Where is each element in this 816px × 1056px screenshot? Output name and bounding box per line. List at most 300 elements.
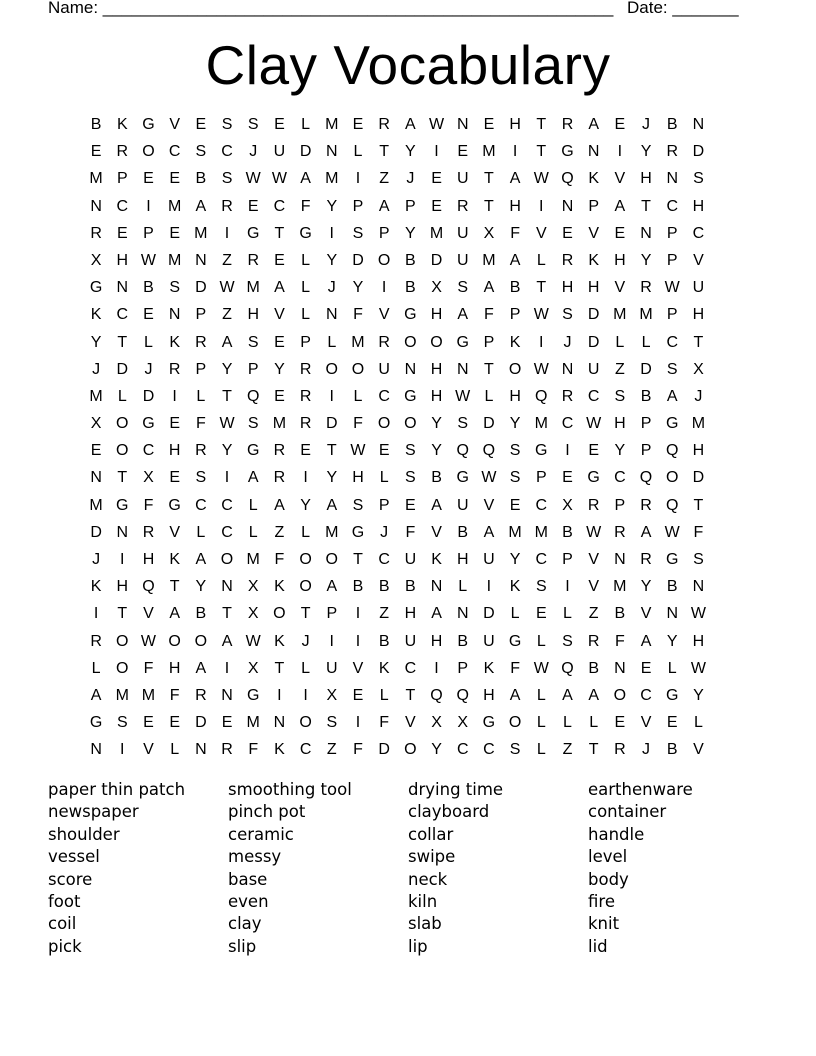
grid-letter: C [221, 523, 233, 541]
grid-letter: H [430, 632, 443, 650]
grid-letter: K [588, 251, 599, 269]
grid-letter: W [533, 360, 549, 378]
grid-letter: W [664, 523, 680, 541]
grid-letter: S [614, 387, 626, 405]
grid-letter: J [92, 551, 101, 568]
grid-letter: V [405, 714, 416, 732]
grid-letter: C [535, 551, 548, 568]
grid-letter: M [246, 714, 260, 732]
grid-letter: N [614, 551, 626, 568]
grid-letter: R [378, 116, 390, 133]
grid-letter: M [613, 306, 627, 324]
grid-letter: N [640, 224, 652, 242]
word-list-item: coil [48, 914, 77, 934]
grid-letter: U [456, 170, 469, 188]
grid-letter: Z [274, 523, 285, 541]
grid-letter: M [194, 224, 208, 242]
grid-letter: H [692, 632, 705, 650]
grid-letter: I [224, 469, 230, 487]
grid-letter: A [326, 578, 338, 596]
grid-letter: W [586, 523, 602, 541]
grid-letter: I [224, 659, 230, 677]
word-list-item: clayboard [408, 802, 490, 822]
grid-letter: C [195, 496, 207, 514]
grid-letter: N [116, 523, 129, 541]
grid-letter: E [614, 116, 626, 133]
grid-letter: N [326, 143, 338, 161]
grid-letter: Z [222, 306, 232, 324]
grid-letter: S [405, 469, 416, 487]
grid-letter: H [352, 469, 364, 487]
grid-letter: E [143, 714, 154, 732]
word-list-item: paper thin patch [48, 780, 186, 799]
grid-letter: S [562, 306, 573, 324]
grid-letter: S [509, 442, 521, 460]
grid-letter: J [694, 387, 703, 405]
grid-letter: T [484, 170, 494, 188]
grid-letter: I [146, 197, 151, 215]
grid-letter: M [246, 551, 260, 568]
grid-letter: W [350, 442, 366, 460]
grid-letter: E [274, 333, 285, 351]
grid-letter: O [325, 551, 338, 568]
grid-letter: Z [222, 251, 232, 269]
grid-letter: L [248, 523, 258, 541]
grid-letter: S [169, 279, 180, 297]
grid-letter: L [563, 605, 572, 623]
grid-letter: G [665, 686, 679, 704]
grid-letter: W [690, 605, 706, 623]
grid-letter: M [325, 116, 339, 133]
grid-letter: I [565, 578, 570, 596]
grid-row [83, 546, 733, 573]
grid-letter: V [614, 279, 626, 297]
grid-letter: B [195, 170, 207, 188]
grid-letter: B [588, 659, 599, 677]
grid-letter: C [666, 333, 678, 351]
grid-letter: I [355, 632, 361, 650]
grid-letter: G [168, 496, 181, 514]
grid-letter: Z [379, 605, 390, 623]
grid-letter: L [615, 333, 625, 351]
grid-letter: U [378, 360, 390, 378]
grid-letter: H [168, 442, 181, 460]
grid-row [83, 709, 733, 736]
grid-letter: D [483, 605, 495, 623]
grid-letter: V [143, 605, 154, 623]
grid-letter: O [404, 415, 417, 433]
grid-letter: R [116, 143, 129, 161]
grid-letter: S [221, 116, 233, 133]
grid-letter: Y [431, 741, 442, 759]
grid-letter: Z [588, 605, 599, 623]
grid-letter: I [303, 469, 308, 487]
grid-letter: B [405, 578, 416, 596]
grid-letter: C [640, 686, 652, 704]
grid-letter: E [378, 442, 390, 460]
grid-letter: Y [640, 143, 652, 161]
grid-letter: C [299, 741, 312, 759]
grid-letter: H [640, 170, 652, 188]
grid-letter: E [169, 469, 180, 487]
grid-letter: V [378, 306, 390, 324]
grid-letter: Y [326, 197, 338, 215]
word-list-item: lid [588, 936, 608, 956]
grid-letter: B [405, 251, 416, 269]
grid-letter: L [301, 116, 311, 133]
grid-letter: U [404, 632, 417, 650]
word-list-item: ceramic [228, 824, 294, 844]
grid-letter: A [483, 279, 495, 297]
grid-letter: V [274, 306, 285, 324]
grid-letter: Y [431, 442, 442, 460]
grid-row [83, 383, 733, 410]
grid-letter: T [274, 659, 285, 677]
grid-letter: D [587, 306, 600, 324]
grid-letter: M [325, 523, 339, 541]
grid-letter: W [140, 251, 157, 269]
grid-letter: K [90, 578, 102, 596]
grid-letter: E [274, 251, 285, 269]
grid-letter: H [509, 116, 521, 133]
grid-letter: G [535, 442, 548, 460]
word-list-item: newspaper [48, 802, 139, 822]
grid-letter: Y [90, 333, 102, 351]
grid-letter: O [299, 578, 312, 596]
grid-letter: L [301, 306, 311, 324]
grid-letter: P [352, 197, 364, 215]
grid-letter: L [379, 686, 389, 704]
grid-letter: S [352, 224, 364, 242]
grid-letter: A [640, 523, 652, 541]
grid-letter: W [586, 415, 602, 433]
grid-letter: E [640, 659, 652, 677]
grid-letter: M [351, 333, 365, 351]
grid-letter: U [456, 496, 469, 514]
grid-letter: I [277, 686, 282, 704]
grid-letter: K [274, 632, 285, 650]
grid-letter: P [247, 360, 259, 378]
grid-letter: O [299, 551, 312, 568]
grid-letter: K [483, 659, 495, 677]
grid-letter: G [587, 469, 600, 487]
grid-letter: A [195, 659, 207, 677]
grid-letter: T [326, 442, 337, 460]
grid-letter: V [352, 659, 364, 677]
grid-letter: E [614, 224, 626, 242]
grid-row [83, 165, 733, 192]
grid-row [83, 519, 733, 546]
grid-letter: G [246, 686, 260, 704]
grid-letter: Q [430, 686, 443, 704]
word-list-item: fire [588, 892, 615, 912]
grid-letter: O [220, 551, 234, 568]
grid-letter: U [483, 551, 495, 568]
grid-letter: V [143, 741, 154, 759]
grid-letter: G [116, 496, 129, 514]
grid-letter: T [588, 741, 599, 759]
grid-row [83, 111, 733, 138]
grid-letter: C [404, 659, 417, 677]
grid-letter: P [143, 224, 154, 242]
grid-letter: E [614, 714, 626, 732]
grid-letter: T [693, 496, 704, 514]
grid-letter: H [456, 551, 469, 568]
word-list-item: base [228, 869, 268, 889]
grid-letter: I [329, 387, 334, 405]
grid-letter: D [640, 360, 652, 378]
grid-letter: W [219, 415, 235, 433]
grid-letter: J [642, 116, 651, 133]
grid-letter: P [300, 333, 311, 351]
grid-letter: R [142, 523, 155, 541]
grid-letter: B [457, 523, 469, 541]
grid-letter: B [195, 605, 207, 623]
grid-letter: M [325, 170, 339, 188]
grid-letter: X [431, 279, 442, 297]
grid-letter: F [484, 306, 494, 324]
grid-letter: T [222, 605, 232, 623]
grid-letter: J [92, 360, 101, 378]
grid-letter: N [587, 143, 600, 161]
grid-letter: O [325, 360, 338, 378]
grid-letter: E [221, 714, 233, 732]
grid-letter: Q [561, 170, 574, 188]
grid-row [83, 138, 733, 165]
grid-letter: R [587, 632, 600, 650]
grid-row [83, 736, 733, 763]
grid-letter: E [562, 224, 573, 242]
grid-letter: A [274, 496, 285, 514]
grid-letter: F [248, 741, 259, 759]
grid-letter: Y [405, 143, 416, 161]
grid-letter: B [431, 469, 442, 487]
grid-letter: C [535, 496, 548, 514]
grid-letter: E [169, 415, 180, 433]
word-list-column [588, 779, 768, 958]
grid-letter: I [120, 741, 125, 759]
grid-letter: U [326, 659, 338, 677]
grid-letter: G [665, 415, 679, 433]
grid-letter: F [353, 741, 363, 759]
grid-letter: T [222, 387, 232, 405]
grid-letter: K [274, 578, 285, 596]
grid-letter: T [693, 333, 704, 351]
grid-letter: Y [221, 442, 233, 460]
grid-letter: S [693, 551, 704, 568]
grid-letter: L [301, 659, 311, 677]
grid-letter: O [613, 686, 627, 704]
grid-letter: A [562, 686, 573, 704]
grid-letter: H [509, 197, 521, 215]
grid-letter: F [143, 659, 154, 677]
grid-letter: L [196, 523, 206, 541]
grid-letter: C [221, 143, 233, 161]
grid-letter: Y [300, 496, 311, 514]
grid-letter: L [353, 387, 363, 405]
grid-letter: R [378, 333, 390, 351]
grid-letter: F [693, 523, 704, 541]
grid-letter: G [246, 224, 260, 242]
grid-row [83, 492, 733, 519]
grid-letter: D [692, 143, 705, 161]
grid-letter: H [116, 578, 129, 596]
grid-letter: N [561, 197, 574, 215]
word-list-item: foot [48, 892, 81, 912]
grid-letter: A [90, 686, 102, 704]
grid-letter: R [299, 360, 312, 378]
grid-letter: O [430, 333, 443, 351]
grid-letter: P [195, 306, 207, 324]
grid-letter: Y [693, 686, 704, 704]
grid-letter: Y [405, 224, 416, 242]
grid-letter: V [588, 224, 599, 242]
grid-letter: Y [640, 578, 652, 596]
grid-letter: T [300, 605, 311, 623]
grid-letter: K [509, 578, 521, 596]
grid-letter: M [115, 686, 129, 704]
grid-letter: E [431, 170, 442, 188]
grid-letter: R [640, 551, 652, 568]
grid-letter: E [457, 143, 469, 161]
grid-letter: Z [562, 741, 573, 759]
word-list-item: slip [228, 936, 257, 956]
grid-letter: Q [639, 469, 653, 487]
grid-letter: R [90, 224, 102, 242]
grid-letter: Q [665, 442, 679, 460]
grid-letter: D [142, 387, 155, 405]
grid-letter: R [299, 415, 312, 433]
grid-letter: H [430, 360, 443, 378]
grid-letter: E [90, 143, 102, 161]
grid-letter: B [143, 279, 154, 297]
grid-letter: I [120, 551, 125, 568]
grid-letter: I [224, 224, 230, 242]
grid-letter: B [509, 279, 521, 297]
grid-letter: R [561, 251, 574, 269]
grid-letter: F [353, 306, 363, 324]
grid-letter: I [381, 279, 387, 297]
grid-letter: M [534, 415, 548, 433]
grid-letter: E [509, 496, 521, 514]
grid-letter: L [641, 333, 651, 351]
grid-letter: P [666, 251, 678, 269]
grid-letter: E [143, 170, 154, 188]
grid-letter: R [221, 197, 233, 215]
grid-letter: B [378, 632, 390, 650]
grid-letter: E [169, 224, 180, 242]
grid-letter: M [482, 251, 496, 269]
grid-letter: G [665, 551, 679, 568]
grid-letter: L [484, 387, 494, 405]
grid-letter: I [434, 659, 439, 677]
grid-letter: Q [535, 387, 548, 405]
grid-letter: R [299, 387, 312, 405]
grid-letter: P [457, 659, 469, 677]
grid-row [83, 274, 733, 301]
grid-letter: M [89, 170, 103, 188]
grid-letter: K [169, 333, 180, 351]
grid-letter: E [247, 197, 259, 215]
grid-letter: H [614, 251, 626, 269]
word-list-item: lip [408, 936, 428, 956]
grid-letter: N [90, 197, 102, 215]
grid-letter: H [509, 387, 521, 405]
word-list-item: kiln [408, 892, 438, 912]
word-list [48, 779, 768, 958]
grid-letter: A [588, 116, 599, 133]
grid-letter: R [168, 360, 181, 378]
grid-letter: H [692, 442, 705, 460]
grid-letter: A [509, 251, 521, 269]
grid-letter: B [666, 741, 678, 759]
grid-letter: I [355, 714, 361, 732]
grid-letter: A [247, 469, 259, 487]
grid-letter: B [378, 578, 390, 596]
grid-letter: R [640, 279, 652, 297]
word-list-item: collar [408, 824, 454, 844]
grid-letter: N [456, 360, 469, 378]
grid-letter: N [666, 170, 678, 188]
grid-letter: S [666, 360, 678, 378]
grid-letter: U [483, 632, 495, 650]
grid-letter: G [89, 714, 103, 732]
grid-letter: P [405, 197, 416, 215]
grid-letter: C [142, 442, 155, 460]
grid-letter: J [563, 333, 572, 351]
grid-letter: X [247, 605, 259, 623]
grid-letter: M [534, 523, 548, 541]
grid-letter: S [195, 469, 207, 487]
word-list-item: handle [588, 824, 645, 844]
grid-letter: E [483, 116, 495, 133]
grid-row [83, 655, 733, 682]
grid-letter: B [666, 116, 678, 133]
grid-letter: Q [482, 442, 496, 460]
word-list-column [228, 779, 408, 958]
grid-letter: R [195, 333, 207, 351]
grid-letter: Y [352, 279, 364, 297]
grid-letter: N [116, 279, 129, 297]
grid-letter: S [693, 170, 704, 188]
grid-letter: C [692, 224, 705, 242]
grid-letter: N [456, 605, 469, 623]
grid-letter: E [116, 224, 128, 242]
grid-letter: D [587, 333, 600, 351]
grid-letter: X [143, 469, 154, 487]
grid-letter: L [536, 251, 546, 269]
grid-letter: O [168, 632, 181, 650]
word-list-item: drying time [408, 780, 504, 799]
grid-letter: G [404, 387, 417, 405]
grid-letter: A [457, 306, 469, 324]
grid-letter: U [587, 360, 600, 378]
grid-letter: F [510, 224, 520, 242]
grid-letter: M [272, 415, 287, 433]
grid-letter: W [664, 279, 680, 297]
grid-letter: R [587, 496, 600, 514]
grid-letter: H [247, 306, 259, 324]
grid-letter: X [431, 714, 442, 732]
grid-letter: B [666, 578, 678, 596]
grid-letter: D [326, 415, 338, 433]
grid-letter: L [510, 605, 520, 623]
grid-letter: O [665, 469, 679, 487]
grid-letter: H [168, 659, 181, 677]
grid-letter: E [405, 496, 416, 514]
grid-letter: D [195, 279, 207, 297]
date-field: Date: _______ [627, 0, 739, 17]
